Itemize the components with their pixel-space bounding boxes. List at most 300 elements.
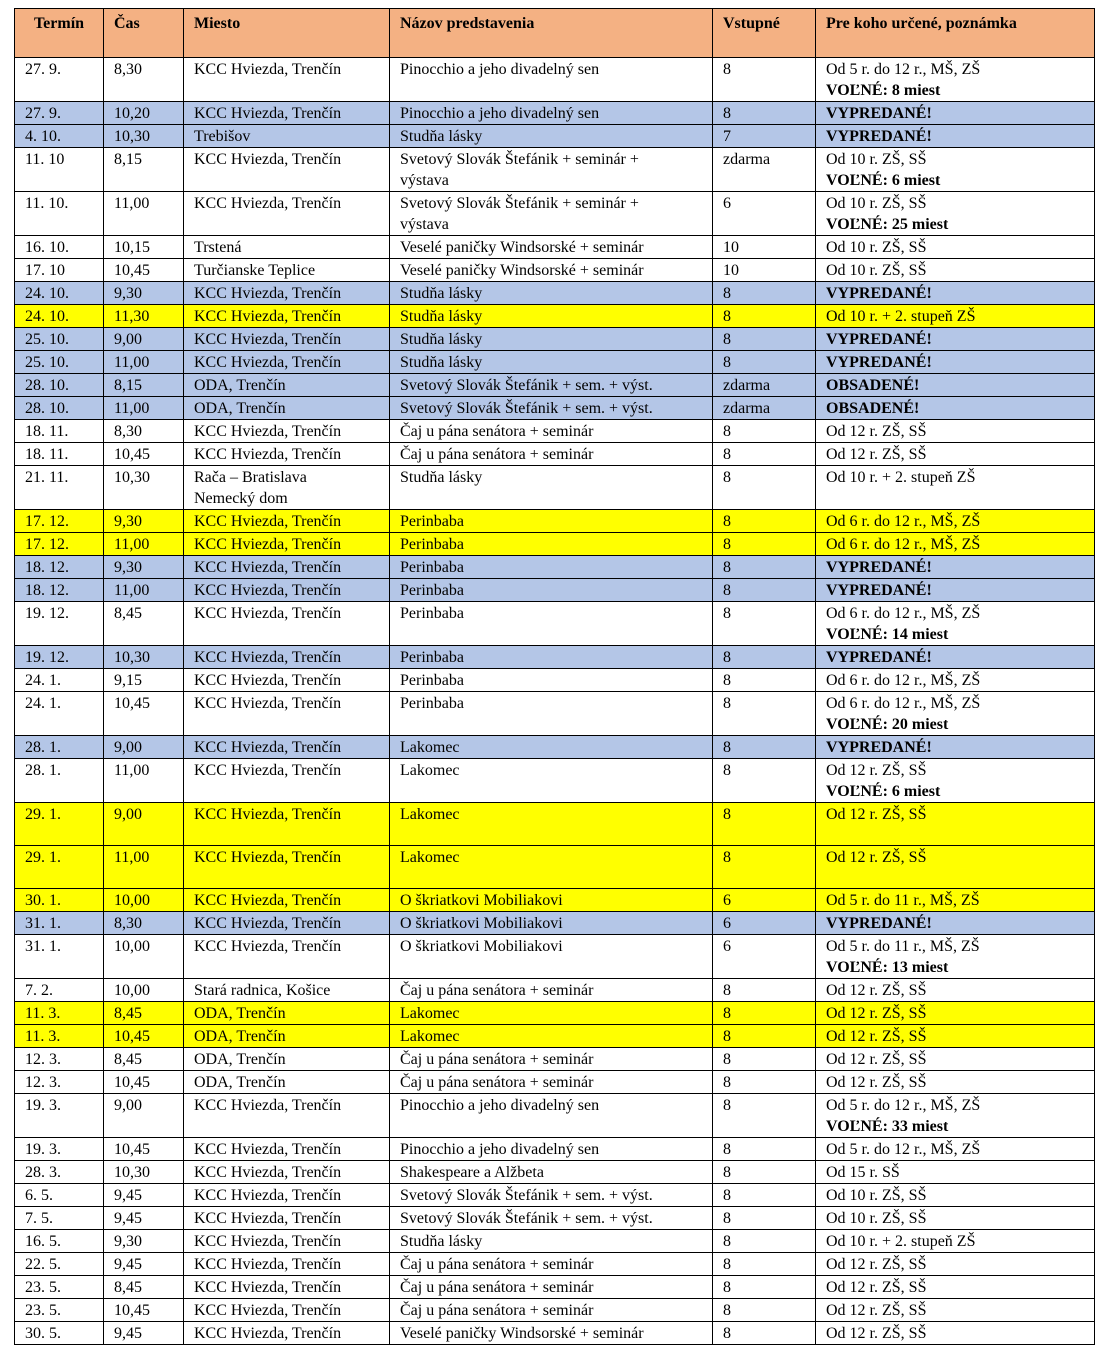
- cell-time-text: 9,00: [114, 806, 142, 823]
- cell-title-text: Pinocchio a jeho divadelný sen: [400, 1141, 600, 1158]
- cell-note: [816, 1276, 1095, 1299]
- cell-date: [15, 889, 104, 912]
- table-row: [15, 669, 1095, 692]
- cell-date: [15, 1230, 104, 1253]
- cell-note-text-2: VOĽNÉ: 14 miest: [826, 626, 949, 643]
- cell-date: [15, 1025, 104, 1048]
- table-row: [15, 556, 1095, 579]
- cell-price-text: 8: [723, 354, 731, 371]
- cell-price-text: 8: [723, 61, 731, 78]
- cell-title-text: Čaj u pána senátora + seminár: [400, 423, 594, 440]
- cell-time: [104, 1025, 184, 1048]
- cell-time: [104, 1230, 184, 1253]
- cell-price: [713, 58, 816, 102]
- cell-title-text: Lakomec: [400, 849, 460, 866]
- cell-note-text: Od 12 r. ZŠ, SŠ: [826, 1051, 927, 1068]
- cell-price-text: 8: [723, 695, 731, 712]
- table-row: [15, 979, 1095, 1002]
- cell-time: [104, 1071, 184, 1094]
- cell-price-text: 8: [723, 1005, 731, 1022]
- cell-note-text-2: VOĽNÉ: 33 miest: [826, 1118, 949, 1135]
- cell-price-text: 8: [723, 1233, 731, 1250]
- table-row: [15, 1094, 1095, 1138]
- cell-note: [816, 669, 1095, 692]
- cell-note: [816, 397, 1095, 420]
- cell-title: [390, 1138, 713, 1161]
- cell-time: [104, 1048, 184, 1071]
- table-row: [15, 328, 1095, 351]
- cell-title: [390, 646, 713, 669]
- cell-title-text: Čaj u pána senátora + seminár: [400, 1256, 594, 1273]
- header-time: Čas: [104, 9, 184, 58]
- cell-title-text: Lakomec: [400, 1005, 460, 1022]
- cell-place: [184, 510, 390, 533]
- cell-price: [713, 935, 816, 979]
- cell-time: [104, 1322, 184, 1345]
- cell-place: [184, 259, 390, 282]
- cell-time-text: 10,00: [114, 938, 150, 955]
- cell-title: [390, 889, 713, 912]
- cell-place-text: KCC Hviezda, Trenčín: [194, 195, 342, 212]
- cell-date-text: 24. 1.: [25, 672, 61, 689]
- cell-place-text: KCC Hviezda, Trenčín: [194, 559, 342, 576]
- cell-title-text: Perinbaba: [400, 695, 464, 712]
- cell-time-text: 9,30: [114, 513, 142, 530]
- cell-price: [713, 443, 816, 466]
- cell-title: [390, 1253, 713, 1276]
- cell-title: [390, 533, 713, 556]
- cell-place: [184, 102, 390, 125]
- cell-place: [184, 1094, 390, 1138]
- cell-date-text: 25. 10.: [25, 331, 69, 348]
- cell-title: [390, 602, 713, 646]
- cell-note-text: VYPREDANÉ!: [826, 582, 932, 599]
- cell-title: [390, 912, 713, 935]
- cell-note-text-2: VOĽNÉ: 13 miest: [826, 959, 949, 976]
- cell-note-text: VYPREDANÉ!: [826, 915, 932, 932]
- cell-date-text: 18. 11.: [25, 446, 69, 463]
- cell-place: [184, 602, 390, 646]
- cell-time-text: 8,45: [114, 1005, 142, 1022]
- cell-title: [390, 1071, 713, 1094]
- cell-title-text: O škriatkovi Mobiliakovi: [400, 892, 563, 909]
- cell-place-text: ODA, Trenčín: [194, 1005, 286, 1022]
- table-row: [15, 1002, 1095, 1025]
- cell-title: [390, 556, 713, 579]
- table-row: [15, 1071, 1095, 1094]
- cell-place-text: Stará radnica, Košice: [194, 982, 331, 999]
- cell-place: [184, 351, 390, 374]
- cell-time-text: 9,30: [114, 285, 142, 302]
- cell-price: [713, 305, 816, 328]
- cell-time: [104, 579, 184, 602]
- cell-date: [15, 935, 104, 979]
- table-row: [15, 1276, 1095, 1299]
- cell-price: [713, 803, 816, 846]
- cell-note-text: Od 5 r. do 11 r., MŠ, ZŠ: [826, 892, 980, 909]
- cell-title-text: Svetový Slovák Štefánik + sem. + výst.: [400, 1210, 653, 1227]
- cell-place: [184, 1048, 390, 1071]
- cell-price-text: 8: [723, 582, 731, 599]
- cell-date-text: 23. 5.: [25, 1302, 61, 1319]
- cell-price-text: 8: [723, 806, 731, 823]
- cell-title-text: Pinocchio a jeho divadelný sen: [400, 105, 600, 122]
- cell-title: [390, 692, 713, 736]
- cell-price: [713, 1207, 816, 1230]
- cell-date-text: 28. 3.: [25, 1164, 61, 1181]
- cell-place-text: KCC Hviezda, Trenčín: [194, 446, 342, 463]
- header-date: Termín: [15, 9, 104, 58]
- header-price: Vstupné: [713, 9, 816, 58]
- cell-note-text: Od 12 r. ZŠ, SŠ: [826, 982, 927, 999]
- cell-title-text: Pinocchio a jeho divadelný sen: [400, 1097, 600, 1114]
- cell-title: [390, 58, 713, 102]
- cell-time-text: 11,00: [114, 195, 150, 212]
- cell-price: [713, 912, 816, 935]
- table-row: [15, 443, 1095, 466]
- cell-place-text: KCC Hviezda, Trenčín: [194, 1097, 342, 1114]
- cell-title: [390, 1025, 713, 1048]
- cell-time: [104, 510, 184, 533]
- cell-note-text: Od 12 r. ZŠ, SŠ: [826, 423, 927, 440]
- cell-time-text: 10,00: [114, 982, 150, 999]
- cell-place: [184, 148, 390, 192]
- cell-title-text: Studňa lásky: [400, 285, 483, 302]
- cell-date-text: 18. 12.: [25, 582, 69, 599]
- header-place: Miesto: [184, 9, 390, 58]
- table-row: [15, 1253, 1095, 1276]
- cell-place-text: KCC Hviezda, Trenčín: [194, 892, 342, 909]
- cell-date-text: 31. 1.: [25, 915, 61, 932]
- cell-title-text: Shakespeare a Alžbeta: [400, 1164, 544, 1181]
- cell-date: [15, 58, 104, 102]
- cell-place-text: KCC Hviezda, Trenčín: [194, 1187, 342, 1204]
- cell-note: [816, 374, 1095, 397]
- cell-date-text: 27. 9.: [25, 105, 61, 122]
- cell-price-text: 8: [723, 559, 731, 576]
- cell-title-text: Perinbaba: [400, 582, 464, 599]
- table-row: [15, 935, 1095, 979]
- cell-note-text: OBSADENÉ!: [826, 377, 920, 394]
- cell-note-text: Od 12 r. ZŠ, SŠ: [826, 762, 927, 779]
- cell-note: [816, 846, 1095, 889]
- cell-time: [104, 692, 184, 736]
- cell-place-text: KCC Hviezda, Trenčín: [194, 1210, 342, 1227]
- cell-title: [390, 1048, 713, 1071]
- cell-title-text: Čaj u pána senátora + seminár: [400, 1074, 594, 1091]
- cell-date-text: 24. 10.: [25, 308, 69, 325]
- cell-time-text: 10,30: [114, 649, 150, 666]
- cell-price: [713, 556, 816, 579]
- cell-place-text: KCC Hviezda, Trenčín: [194, 695, 342, 712]
- cell-place: [184, 1253, 390, 1276]
- cell-note: [816, 602, 1095, 646]
- cell-price: [713, 1071, 816, 1094]
- cell-price-text: zdarma: [723, 400, 771, 417]
- cell-title: [390, 1276, 713, 1299]
- header-row: [15, 9, 1095, 58]
- table-row: [15, 736, 1095, 759]
- cell-date-text: 11. 10.: [25, 195, 69, 212]
- cell-note: [816, 1299, 1095, 1322]
- cell-time-text: 9,45: [114, 1187, 142, 1204]
- cell-price: [713, 1002, 816, 1025]
- cell-price-text: 8: [723, 1164, 731, 1181]
- cell-time-text: 10,30: [114, 469, 150, 486]
- cell-title: [390, 236, 713, 259]
- cell-time-text: 11,00: [114, 536, 150, 553]
- cell-price: [713, 1230, 816, 1253]
- cell-time-text: 10,30: [114, 1164, 150, 1181]
- cell-place: [184, 579, 390, 602]
- cell-note-text: OBSADENÉ!: [826, 400, 920, 417]
- cell-note-text-2: VOĽNÉ: 25 miest: [826, 216, 949, 233]
- cell-price: [713, 148, 816, 192]
- cell-time-text: 10,45: [114, 1302, 150, 1319]
- cell-note-text-2: VOĽNÉ: 6 miest: [826, 783, 941, 800]
- cell-note: [816, 1161, 1095, 1184]
- cell-price-text: 8: [723, 1051, 731, 1068]
- cell-time: [104, 374, 184, 397]
- cell-date-text: 7. 2.: [25, 982, 53, 999]
- cell-place: [184, 1207, 390, 1230]
- cell-title: [390, 1002, 713, 1025]
- cell-note: [816, 646, 1095, 669]
- cell-price-text: 8: [723, 1097, 731, 1114]
- cell-place-text: KCC Hviezda, Trenčín: [194, 308, 342, 325]
- cell-price-text: 8: [723, 762, 731, 779]
- cell-time-text: 10,45: [114, 446, 150, 463]
- cell-title: [390, 510, 713, 533]
- cell-price-text: zdarma: [723, 377, 771, 394]
- cell-price-text: 8: [723, 1187, 731, 1204]
- cell-time-text: 11,00: [114, 354, 150, 371]
- cell-title-text: Svetový Slovák Štefánik + seminár +: [400, 195, 639, 212]
- cell-date: [15, 1048, 104, 1071]
- cell-note-text: Od 10 r. + 2. stupeň ZŠ: [826, 469, 976, 486]
- cell-date: [15, 397, 104, 420]
- cell-note-text: Od 5 r. do 12 r., MŠ, ZŠ: [826, 61, 981, 78]
- cell-price-text: 8: [723, 423, 731, 440]
- cell-price: [713, 736, 816, 759]
- cell-time-text: 11,30: [114, 308, 150, 325]
- cell-note: [816, 466, 1095, 510]
- cell-time: [104, 466, 184, 510]
- cell-time-text: 9,45: [114, 1256, 142, 1273]
- table-row: [15, 846, 1095, 889]
- cell-place: [184, 1299, 390, 1322]
- cell-place: [184, 397, 390, 420]
- cell-date: [15, 466, 104, 510]
- cell-date: [15, 579, 104, 602]
- cell-date-text: 17. 12.: [25, 513, 69, 530]
- cell-price: [713, 889, 816, 912]
- cell-place: [184, 912, 390, 935]
- cell-note-text: Od 6 r. do 12 r., MŠ, ZŠ: [826, 513, 981, 530]
- table-row: [15, 1230, 1095, 1253]
- cell-time-text: 9,45: [114, 1210, 142, 1227]
- cell-note-text: Od 10 r. ZŠ, SŠ: [826, 239, 927, 256]
- cell-price: [713, 1048, 816, 1071]
- table-row: [15, 1138, 1095, 1161]
- cell-time: [104, 397, 184, 420]
- cell-date: [15, 736, 104, 759]
- cell-date: [15, 912, 104, 935]
- cell-note: [816, 1025, 1095, 1048]
- cell-place-text: KCC Hviezda, Trenčín: [194, 354, 342, 371]
- cell-price-text: zdarma: [723, 151, 771, 168]
- cell-place-text: KCC Hviezda, Trenčín: [194, 151, 342, 168]
- cell-price-text: 8: [723, 469, 731, 486]
- cell-price: [713, 192, 816, 236]
- cell-title: [390, 846, 713, 889]
- cell-title: [390, 259, 713, 282]
- cell-date-text: 11. 10: [25, 151, 65, 168]
- cell-place-text: KCC Hviezda, Trenčín: [194, 938, 342, 955]
- cell-title: [390, 1161, 713, 1184]
- cell-place-text: KCC Hviezda, Trenčín: [194, 1325, 342, 1342]
- cell-price: [713, 533, 816, 556]
- table-row: [15, 579, 1095, 602]
- cell-title-text: Svetový Slovák Štefánik + sem. + výst.: [400, 400, 653, 417]
- header-note: Pre koho určené, poznámka: [816, 9, 1095, 58]
- cell-note-text: Od 10 r. ZŠ, SŠ: [826, 1210, 927, 1227]
- cell-time: [104, 556, 184, 579]
- cell-title: [390, 305, 713, 328]
- cell-place-text: KCC Hviezda, Trenčín: [194, 423, 342, 440]
- cell-time: [104, 125, 184, 148]
- cell-title-text: Lakomec: [400, 739, 460, 756]
- cell-title: [390, 466, 713, 510]
- cell-title-text: Studňa lásky: [400, 308, 483, 325]
- cell-place-text: KCC Hviezda, Trenčín: [194, 739, 342, 756]
- cell-date: [15, 1253, 104, 1276]
- cell-price-text: 8: [723, 1302, 731, 1319]
- cell-date: [15, 602, 104, 646]
- cell-note: [816, 1322, 1095, 1345]
- cell-note-text: VYPREDANÉ!: [826, 559, 932, 576]
- cell-date-text: 11. 3.: [25, 1028, 61, 1045]
- cell-note-text: Od 12 r. ZŠ, SŠ: [826, 1005, 927, 1022]
- cell-price: [713, 510, 816, 533]
- cell-date: [15, 1138, 104, 1161]
- table-row: [15, 102, 1095, 125]
- cell-note: [816, 443, 1095, 466]
- cell-date: [15, 1094, 104, 1138]
- cell-price: [713, 236, 816, 259]
- cell-note: [816, 1184, 1095, 1207]
- cell-time-text: 10,30: [114, 128, 150, 145]
- cell-price-text: 8: [723, 1074, 731, 1091]
- cell-time: [104, 305, 184, 328]
- cell-note-text: Od 10 r. + 2. stupeň ZŠ: [826, 308, 976, 325]
- cell-title-text: Lakomec: [400, 806, 460, 823]
- cell-title: [390, 979, 713, 1002]
- cell-title: [390, 579, 713, 602]
- cell-note: [816, 1207, 1095, 1230]
- cell-time: [104, 846, 184, 889]
- table-row: [15, 803, 1095, 846]
- cell-time: [104, 58, 184, 102]
- cell-date: [15, 1207, 104, 1230]
- cell-place: [184, 1276, 390, 1299]
- cell-date-text: 19. 3.: [25, 1097, 61, 1114]
- cell-title-text: Perinbaba: [400, 649, 464, 666]
- cell-price-text: 10: [723, 239, 739, 256]
- cell-time: [104, 1253, 184, 1276]
- cell-date-text: 29. 1.: [25, 806, 61, 823]
- cell-note-text-2: VOĽNÉ: 8 miest: [826, 82, 941, 99]
- cell-place: [184, 736, 390, 759]
- cell-note-text: Od 6 r. do 12 r., MŠ, ZŠ: [826, 536, 981, 553]
- cell-date: [15, 236, 104, 259]
- table-row: [15, 1161, 1095, 1184]
- cell-place: [184, 58, 390, 102]
- cell-price-text: 8: [723, 105, 731, 122]
- cell-place-text: ODA, Trenčín: [194, 400, 286, 417]
- cell-place-text: KCC Hviezda, Trenčín: [194, 1302, 342, 1319]
- cell-title-text: O škriatkovi Mobiliakovi: [400, 915, 563, 932]
- cell-place-text: KCC Hviezda, Trenčín: [194, 605, 342, 622]
- cell-title-text: Lakomec: [400, 1028, 460, 1045]
- cell-time-text: 11,00: [114, 762, 150, 779]
- cell-date-text: 17. 12.: [25, 536, 69, 553]
- cell-title: [390, 1322, 713, 1345]
- cell-date: [15, 305, 104, 328]
- cell-time-text: 8,45: [114, 1051, 142, 1068]
- cell-title: [390, 102, 713, 125]
- cell-note: [816, 579, 1095, 602]
- cell-date: [15, 374, 104, 397]
- cell-time-text: 11,00: [114, 582, 150, 599]
- cell-price: [713, 102, 816, 125]
- cell-date: [15, 646, 104, 669]
- cell-place: [184, 1071, 390, 1094]
- cell-note-text: VYPREDANÉ!: [826, 105, 932, 122]
- cell-time: [104, 1207, 184, 1230]
- cell-price: [713, 1322, 816, 1345]
- cell-time-text: 10,45: [114, 262, 150, 279]
- cell-title-text: Svetový Slovák Štefánik + seminár +: [400, 151, 639, 168]
- cell-date: [15, 846, 104, 889]
- cell-place: [184, 846, 390, 889]
- cell-date: [15, 669, 104, 692]
- cell-time: [104, 803, 184, 846]
- cell-note: [816, 1002, 1095, 1025]
- cell-time: [104, 736, 184, 759]
- cell-price: [713, 351, 816, 374]
- cell-date: [15, 1002, 104, 1025]
- cell-date-text: 19. 12.: [25, 649, 69, 666]
- cell-time: [104, 1138, 184, 1161]
- table-row: [15, 759, 1095, 803]
- cell-place-text: KCC Hviezda, Trenčín: [194, 849, 342, 866]
- cell-place: [184, 305, 390, 328]
- cell-place-text: ODA, Trenčín: [194, 1051, 286, 1068]
- cell-time-text: 10,45: [114, 695, 150, 712]
- table-row: [15, 1184, 1095, 1207]
- cell-price: [713, 846, 816, 889]
- cell-title: [390, 803, 713, 846]
- cell-note-text: Od 12 r. ZŠ, SŠ: [826, 1256, 927, 1273]
- cell-date-text: 31. 1.: [25, 938, 61, 955]
- cell-time-text: 8,30: [114, 423, 142, 440]
- cell-time: [104, 669, 184, 692]
- cell-price-text: 6: [723, 195, 731, 212]
- header-title: Názov predstavenia: [390, 9, 713, 58]
- cell-date-text: 19. 3.: [25, 1141, 61, 1158]
- cell-note-text: VYPREDANÉ!: [826, 128, 932, 145]
